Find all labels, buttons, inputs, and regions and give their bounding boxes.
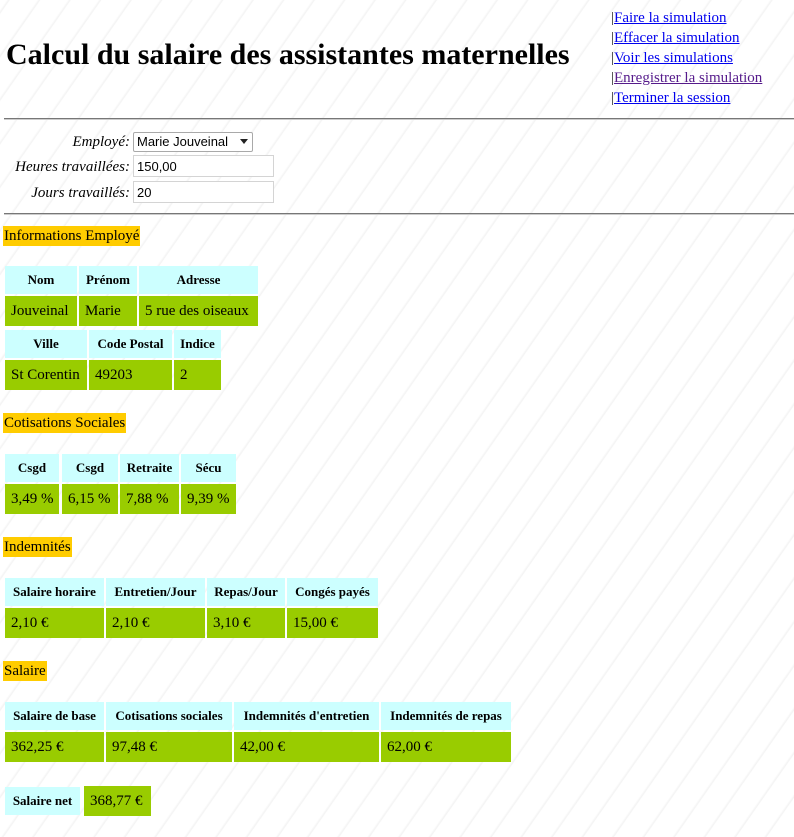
td-ville: St Corentin	[5, 360, 87, 390]
nav-item-faire: |Faire la simulation	[611, 10, 727, 26]
nav-item-terminer: |Terminer la session	[611, 90, 731, 106]
days-input[interactable]	[133, 181, 274, 203]
th-conges-payes: Congés payés	[287, 578, 378, 606]
hours-row	[0, 155, 300, 179]
section-title-indemnities: Indemnités	[4, 539, 71, 555]
header-divider	[4, 118, 794, 120]
td-repas-jour: 3,10 €	[207, 608, 285, 638]
th-ville: Ville	[5, 330, 87, 358]
th-code-postal: Code Postal	[89, 330, 172, 358]
days-label: Jours travaillés:	[31, 185, 130, 201]
chevron-down-icon	[240, 139, 248, 144]
th-nom: Nom	[5, 266, 77, 294]
td-secu: 9,39 %	[181, 484, 236, 514]
th-cotisations-sociales: Cotisations sociales	[106, 702, 232, 730]
td-salaire-horaire: 2,10 €	[5, 608, 104, 638]
th-retraite: Retraite	[120, 454, 179, 482]
td-code-postal: 49203	[89, 360, 172, 390]
employee-row	[0, 130, 300, 154]
td-indice: 2	[174, 360, 221, 390]
hours-label: Heures travaillées:	[15, 159, 130, 175]
terminer-session-link[interactable]: Terminer la session	[614, 90, 731, 106]
hours-input[interactable]	[133, 155, 274, 177]
th-adresse: Adresse	[139, 266, 258, 294]
th-salaire-net: Salaire net	[5, 787, 80, 815]
enregistrer-simulation-link[interactable]: Enregistrer la simulation	[614, 70, 763, 86]
td-nom: Jouveinal	[5, 296, 77, 326]
th-indemnites-repas: Indemnités de repas	[381, 702, 511, 730]
nav-menu	[611, 9, 762, 109]
nav-item-effacer: |Effacer la simulation	[611, 30, 740, 46]
page-title: Calcul du salaire des assistantes maternelles	[6, 38, 570, 71]
th-secu: Sécu	[181, 454, 236, 482]
employee-label: Employé:	[72, 134, 130, 150]
section-title-salary: Salaire	[4, 663, 46, 679]
td-csgd-2: 6,15 %	[62, 484, 118, 514]
days-row	[0, 181, 300, 205]
th-salaire-horaire: Salaire horaire	[5, 578, 104, 606]
effacer-simulation-link[interactable]: Effacer la simulation	[614, 30, 740, 46]
th-prenom: Prénom	[79, 266, 137, 294]
employee-select[interactable]: Marie Jouveinal	[133, 132, 253, 152]
td-csgd-1: 3,49 %	[5, 484, 59, 514]
td-salaire-base: 362,25 €	[5, 732, 104, 762]
td-conges-payes: 15,00 €	[287, 608, 378, 638]
td-prenom: Marie	[79, 296, 137, 326]
td-salaire-net: 368,77 €	[84, 786, 151, 816]
th-repas-jour: Repas/Jour	[207, 578, 285, 606]
nav-item-voir: |Voir les simulations	[611, 50, 733, 66]
section-title-social: Cotisations Sociales	[4, 415, 126, 431]
page-header	[0, 0, 794, 118]
td-indemnites-repas: 62,00 €	[381, 732, 511, 762]
faire-simulation-link[interactable]: Faire la simulation	[614, 10, 727, 26]
td-cotisations-sociales: 97,48 €	[106, 732, 232, 762]
th-indemnites-entretien: Indemnités d'entretien	[234, 702, 379, 730]
th-indice: Indice	[174, 330, 221, 358]
td-adresse: 5 rue des oiseaux	[139, 296, 258, 326]
th-csgd-2: Csgd	[62, 454, 118, 482]
nav-item-enregistrer: |Enregistrer la simulation	[611, 70, 763, 86]
form-divider	[4, 213, 794, 215]
th-entretien-jour: Entretien/Jour	[106, 578, 205, 606]
th-csgd-1: Csgd	[5, 454, 59, 482]
td-indemnites-entretien: 42,00 €	[234, 732, 379, 762]
th-salaire-base: Salaire de base	[5, 702, 104, 730]
td-retraite: 7,88 %	[120, 484, 179, 514]
voir-simulations-link[interactable]: Voir les simulations	[614, 50, 733, 66]
td-entretien-jour: 2,10 €	[106, 608, 205, 638]
section-title-employee: Informations Employé	[4, 228, 140, 244]
